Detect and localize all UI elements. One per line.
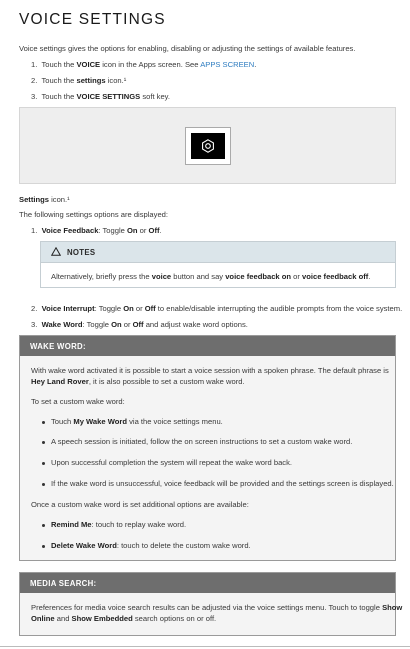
step-2: 2. Touch the settings icon.¹ <box>31 76 127 85</box>
media-search-box <box>19 572 403 636</box>
media-search-header: MEDIA SEARCH: <box>20 573 395 593</box>
wake-word-bullet-2: A speech session is initiated, follow the on screen instructions to set a custom wake word. <box>51 437 353 446</box>
wake-word-bullet-delete: Delete Wake Word: touch to delete the custom wake word. <box>51 541 251 550</box>
options-intro: The following settings options are displayed: <box>19 210 169 219</box>
option-voice-interrupt: 2. Voice Interrupt: Toggle On or Off to enable/disable interrupting the audible prompts from the voice system. <box>31 304 403 313</box>
apps-screen-link[interactable]: APPS SCREEN <box>200 60 255 69</box>
notes-header <box>41 242 395 263</box>
warning-triangle-icon <box>51 243 61 261</box>
figure-panel <box>19 107 396 184</box>
wake-word-para-1-line-2: Hey Land Rover, it is also possible to set a custom wake word. <box>31 377 245 386</box>
bullet-dot <box>42 545 45 548</box>
intro-paragraph: Voice settings gives the options for enabling, disabling or adjusting the settings of available features. <box>19 44 356 53</box>
wake-word-bullet-remind-me: Remind Me: touch to replay wake word. <box>51 520 187 529</box>
page-bottom-divider <box>0 646 410 647</box>
notes-text: Alternatively, briefly press the voice button and say voice feedback on or voice feedback off. <box>51 272 371 281</box>
wake-word-header: WAKE WORD: <box>20 336 395 356</box>
notes-box <box>40 241 396 288</box>
wake-word-para-1-line-1: With wake word activated it is possible to start a voice session with a spoken phrase. The default phrase is <box>31 366 389 375</box>
option-wake-word: 3. Wake Word: Toggle On or Off and adjust wake word options. <box>31 320 248 329</box>
bullet-dot <box>42 483 45 486</box>
bullet-dot <box>42 462 45 465</box>
step-3: 3. Touch the VOICE SETTINGS soft key. <box>31 92 171 101</box>
wake-word-box <box>19 335 396 561</box>
media-search-line-1: Preferences for media voice search results can be adjusted via the voice settings menu. Touch to toggle Show <box>31 603 403 612</box>
wake-word-para-3: Once a custom wake word is set additional options are available: <box>31 500 249 509</box>
wake-word-bullet-3: Upon successful completion the system will repeat the wake word back. <box>51 458 293 467</box>
gear-settings-icon <box>191 133 225 159</box>
figure-frame <box>185 127 231 165</box>
bullet-dot <box>42 421 45 424</box>
page-title: VOICE SETTINGS <box>19 11 166 28</box>
wake-word-bullet-4: If the wake word is unsuccessful, voice feedback will be provided and the settings screen is displayed. <box>51 479 394 488</box>
media-search-line-2: Online and Show Embedded search options on or off. <box>31 614 217 623</box>
step-1: 1. Touch the VOICE icon in the Apps screen. See APPS SCREEN. <box>31 60 257 69</box>
notes-title: NOTES <box>67 247 96 257</box>
bullet-dot <box>42 441 45 444</box>
wake-word-para-2: To set a custom wake word: <box>31 397 125 406</box>
bullet-dot <box>42 524 45 527</box>
figure-caption: Settings icon.¹ <box>19 195 70 204</box>
wake-word-bullet-1: Touch My Wake Word via the voice settings menu. <box>51 417 223 426</box>
option-voice-feedback: 1. Voice Feedback: Toggle On or Off. <box>31 226 162 235</box>
